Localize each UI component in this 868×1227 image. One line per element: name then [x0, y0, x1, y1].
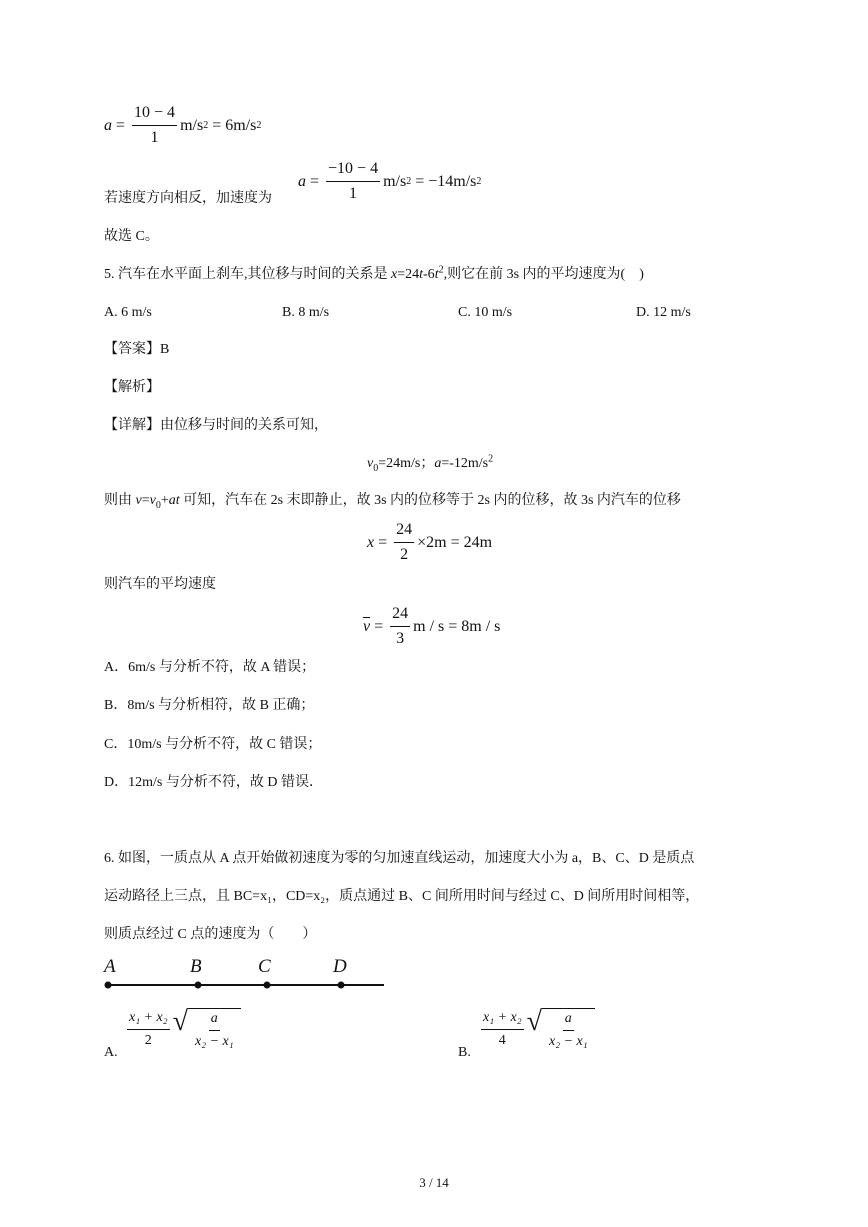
option-a-label: A.: [104, 1045, 118, 1060]
var-x: x: [367, 533, 375, 551]
var-v-bar: $\overline{v}$: [363, 617, 371, 635]
equation-opposite: a = $\frac{-10 - 4}{1}$ m/s 2 = −14m/s 2: [298, 160, 482, 202]
var-t: t: [434, 267, 439, 282]
option-b-formula: [478, 1008, 595, 1050]
stem-part: -6: [423, 267, 435, 282]
option-c: C. 10 m/s: [458, 305, 513, 320]
numerator: a: [209, 1011, 220, 1031]
unit: m/s: [383, 172, 407, 190]
question-6-line-3: 则质点经过 C 点的速度为（ ）: [104, 927, 317, 942]
point-a-dot: [105, 982, 112, 989]
denominator: 2: [400, 546, 409, 563]
fraction: [481, 1010, 524, 1049]
page-number: 3 / 14: [419, 1175, 449, 1190]
fraction: [127, 1010, 170, 1049]
denominator: 3: [396, 630, 405, 647]
stem-part: =24: [397, 267, 420, 282]
var-a: a: [434, 456, 442, 471]
var-v0: v: [149, 493, 156, 508]
judge-b: B．8m/s 与分析相符，故 B 正确；: [104, 698, 315, 713]
equation-average-speed: $\overline{v}$ = $\frac{24}{3}$ m / s = 8m / s: [363, 605, 501, 647]
question-6-line-1: 6. 如图，一质点从 A 点开始做初速度为零的匀加速直线运动，加速度大小为 a，B、C、D 是质点: [104, 851, 695, 866]
judge-c: C．10m/s 与分析不符，故 C 错误；: [104, 737, 322, 752]
sqrt: [527, 1008, 595, 1050]
var-a: a: [298, 172, 306, 190]
fraction: [195, 1011, 234, 1050]
answer-label: 【答案】B: [104, 342, 170, 357]
question-6-line-2: 运动路径上三点，且 BC=x₁，CD=x₂，质点通过 B、C 间所用时间与经过 C、D 间所用时间相等，: [104, 889, 700, 904]
point-b-dot: [195, 982, 202, 989]
denominator: x₂ − x₁: [194, 1034, 234, 1049]
radicand: [542, 1008, 595, 1050]
point-a-label: A: [104, 956, 116, 977]
option-b: B. 8 m/s: [282, 305, 330, 320]
option-a: A. 6 m/s: [104, 305, 152, 320]
text-part: 则由: [104, 493, 136, 508]
fraction: [390, 605, 410, 648]
equation-rest: m / s = 8m / s: [413, 617, 501, 635]
text-part: +: [160, 493, 169, 508]
point-c-label: C: [258, 956, 271, 977]
sqrt: [173, 1008, 241, 1050]
var-at: at: [168, 493, 180, 508]
point-d-dot: [338, 982, 345, 989]
radicand: [188, 1008, 241, 1050]
point-b-label: B: [190, 956, 202, 977]
option-a-formula: [124, 1008, 241, 1050]
equation-acceleration: a = $\frac{10 - 4}{1}$ m/s 2 = 6m/s 2: [104, 104, 262, 146]
var-x: x: [391, 267, 398, 282]
unit: m/s: [180, 116, 204, 134]
var-a: a: [104, 116, 112, 134]
numerator: 24: [390, 605, 410, 627]
radical-sign-icon: √: [172, 1006, 188, 1037]
denominator: 2: [144, 1032, 152, 1048]
judge-a: A．6m/s 与分析不符，故 A 错误；: [104, 660, 316, 675]
fraction: [394, 521, 414, 564]
numerator: −10 − 4: [326, 160, 380, 182]
exponent: 2: [488, 453, 494, 465]
denominator: 1: [150, 129, 159, 146]
numerator: x₁ + x₂: [481, 1010, 524, 1030]
fraction: [132, 104, 177, 147]
radical-sign-icon: √: [526, 1006, 542, 1037]
denominator: x₂ − x₁: [548, 1034, 588, 1049]
stem-part: 5. 汽车在水平面上刹车,其位移与时间的关系是: [104, 267, 391, 282]
analysis-label: 【解析】: [104, 380, 160, 395]
denominator: 4: [498, 1032, 506, 1048]
var-t: t: [419, 267, 424, 282]
equation-displacement: x = $\frac{24}{2}$ ×2m = 24m: [367, 521, 493, 563]
fraction: [326, 160, 380, 203]
stem-part: ,则它在前 3s 内的平均速度为( ): [443, 267, 644, 282]
numerator: x₁ + x₂: [127, 1010, 170, 1030]
result: −14m/s: [428, 172, 477, 190]
exponent: 2: [438, 264, 444, 276]
opposite-direction-text: 若速度方向相反，加速度为: [104, 191, 272, 206]
var-v: v: [367, 456, 374, 471]
numerator: 24: [394, 521, 414, 543]
average-speed-label: 则汽车的平均速度: [104, 577, 216, 592]
detail-text: 【详解】由位移与时间的关系可知，: [104, 418, 328, 433]
numerator: 10 − 4: [132, 104, 177, 126]
option-d: D. 12 m/s: [636, 305, 691, 320]
result: 6m/s: [225, 116, 257, 134]
fraction: [549, 1011, 588, 1050]
motion-diagram: [100, 956, 390, 996]
value: =24m/s；: [378, 456, 435, 471]
judge-d: D．12m/s 与分析不符，故 D 错误．: [104, 775, 323, 790]
subscript: 0: [373, 462, 379, 474]
given-values: [367, 453, 494, 474]
numerator: a: [563, 1011, 574, 1031]
point-d-label: D: [333, 956, 347, 977]
question-5-stem: [104, 264, 644, 282]
text-part: =: [141, 493, 150, 508]
reasoning-line: [104, 493, 681, 511]
select-answer: 故选 C。: [104, 229, 159, 244]
denominator: 1: [349, 185, 358, 202]
subscript: 0: [155, 499, 161, 511]
equation-rest: ×2m = 24m: [417, 533, 493, 551]
point-c-dot: [264, 982, 271, 989]
text-part: 可知，汽车在 2s 末即静止，故 3s 内的位移等于 2s 内的位移，故 3s 内汽车的位移: [179, 493, 681, 508]
var-v: v: [135, 493, 142, 508]
option-b-label: B.: [458, 1045, 471, 1060]
value: =-12m/s: [441, 456, 489, 471]
